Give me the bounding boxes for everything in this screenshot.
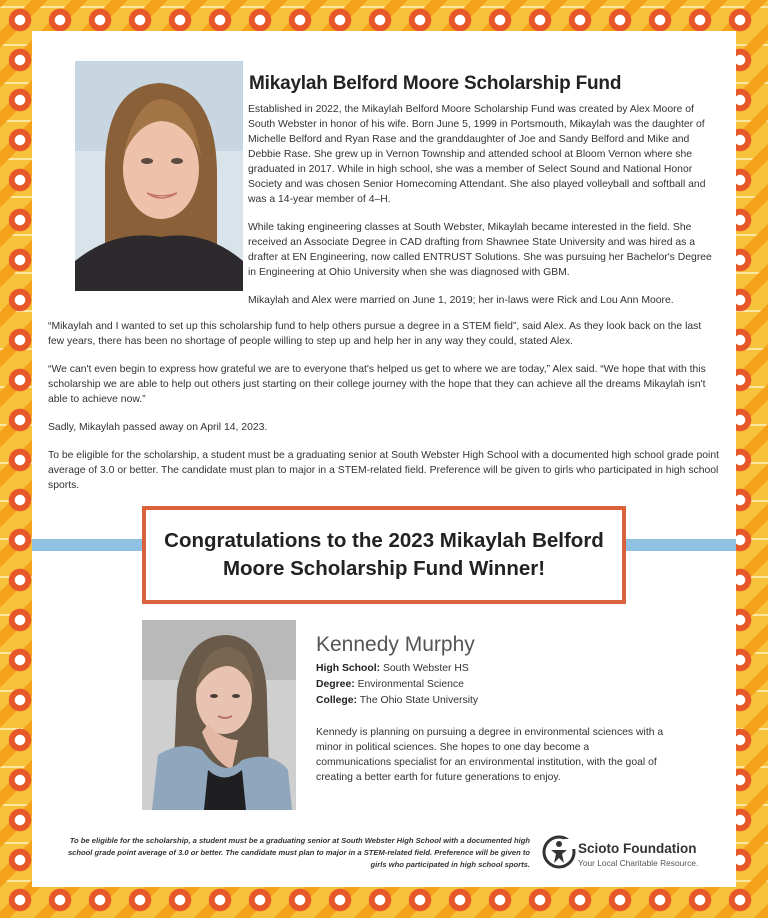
logo-name: Scioto Foundation xyxy=(578,841,697,856)
scholarship-title: Mikaylah Belford Moore Scholarship Fund xyxy=(249,73,622,94)
college-label: College: xyxy=(316,695,357,706)
full-width-paragraphs xyxy=(48,319,720,506)
paragraph-eligibility: To be eligible for the scholarship, a student must be a graduating senior at South Webster High School with a documented high school grade point average of 3.0 or better. The candidate must plan to major in a STEM-related field. Preference will be given to girls who participated in high school sports. xyxy=(48,450,719,491)
mikaylah-portrait-photo xyxy=(75,61,243,291)
winner-degree xyxy=(316,679,464,690)
scioto-foundation-mark-icon xyxy=(542,835,576,869)
banner-accent-bar-right xyxy=(626,539,736,551)
banner-accent-bar-left xyxy=(32,539,144,551)
paragraph-quote-grateful: “We can't even begin to express how grateful we are to everyone that's helped us get to where we are today,” Alex said. “We hope that with this scholarship we are able to help out others just starting on their college journey with the hope that they can achieve all the dreams Mikaylah isn't able to achieve now.” xyxy=(48,364,706,405)
intro-paragraphs xyxy=(248,102,720,321)
winner-college xyxy=(316,695,478,706)
paragraph-engineering: While taking engineering classes at South Webster, Mikaylah became interested in the field. She received an Associate Degree in CAD drafting from Shawnee State University and was hired as a drafter at EN Engineering, now called ENTRUST Solutions. She was pursuing her Bachelor's Degree in Engineering at Ohio University when she was diagnosed with GBM. xyxy=(248,222,712,278)
paragraph-quote-alex: “Mikaylah and I wanted to set up this scholarship fund to help others pursue a degree in a STEM field”, said Alex. As they look back on the last few years, there has been no shortage of people willing to step up and help her in any way they could, stated Alex. xyxy=(48,321,702,347)
poster xyxy=(32,31,736,887)
logo-tagline: Your Local Charitable Resource. xyxy=(578,858,699,868)
winner-name: Kennedy Murphy xyxy=(316,633,475,656)
paragraph-established: Established in 2022, the Mikaylah Belford Moore Scholarship Fund was created by Alex Moore of South Webster in honor of his wife. Born June 5, 1999 in Portsmouth, Mikaylah was the daughter of Michelle Belford and Ryan Rase and the granddaughter of Joe and Sandy Belford and Mike and Debbie Rase. She grew up in Vernon Township and attended school at Bloom Vernon where she graduated in 2017. While in high school, she was a member of Select Sound and National Honor Society and was chosen Senior Homecoming Attendant. She also played volleyball and softball and was a 14-year member of 4–H. xyxy=(248,104,706,205)
degree-label: Degree: xyxy=(316,679,355,690)
winner-bio: Kennedy is planning on pursuing a degree in environmental sciences with a minor in political sciences. She hopes to one day become a communications specialist for an environmental institution, with the goal of creating a better earth for future generations to enjoy. xyxy=(316,727,664,783)
kennedy-portrait-photo xyxy=(142,620,296,810)
paragraph-passed-away: Sadly, Mikaylah passed away on April 14, 2023. xyxy=(48,422,268,433)
college-value: The Ohio State University xyxy=(359,695,479,706)
high-school-value: South Webster HS xyxy=(382,663,469,674)
winner-high-school xyxy=(316,663,469,674)
scioto-foundation-logo xyxy=(542,835,722,871)
degree-value: Environmental Science xyxy=(357,679,464,690)
winner-banner: Congratulations to the 2023 Mikaylah Belford Moore Scholarship Fund Winner! xyxy=(142,506,626,604)
paragraph-married: Mikaylah and Alex were married on June 1, 2019; her in-laws were Rick and Lou Ann Moore. xyxy=(248,295,674,306)
eligibility-footnote: To be eligible for the scholarship, a student must be a graduating senior at South Webster High School with a documented high school grade point average of 3.0 or better. The candidate must plan to major in a STEM-related field. Preference will be given to girls who participated in high school sports. xyxy=(67,836,530,869)
high-school-label: High School: xyxy=(316,663,381,674)
